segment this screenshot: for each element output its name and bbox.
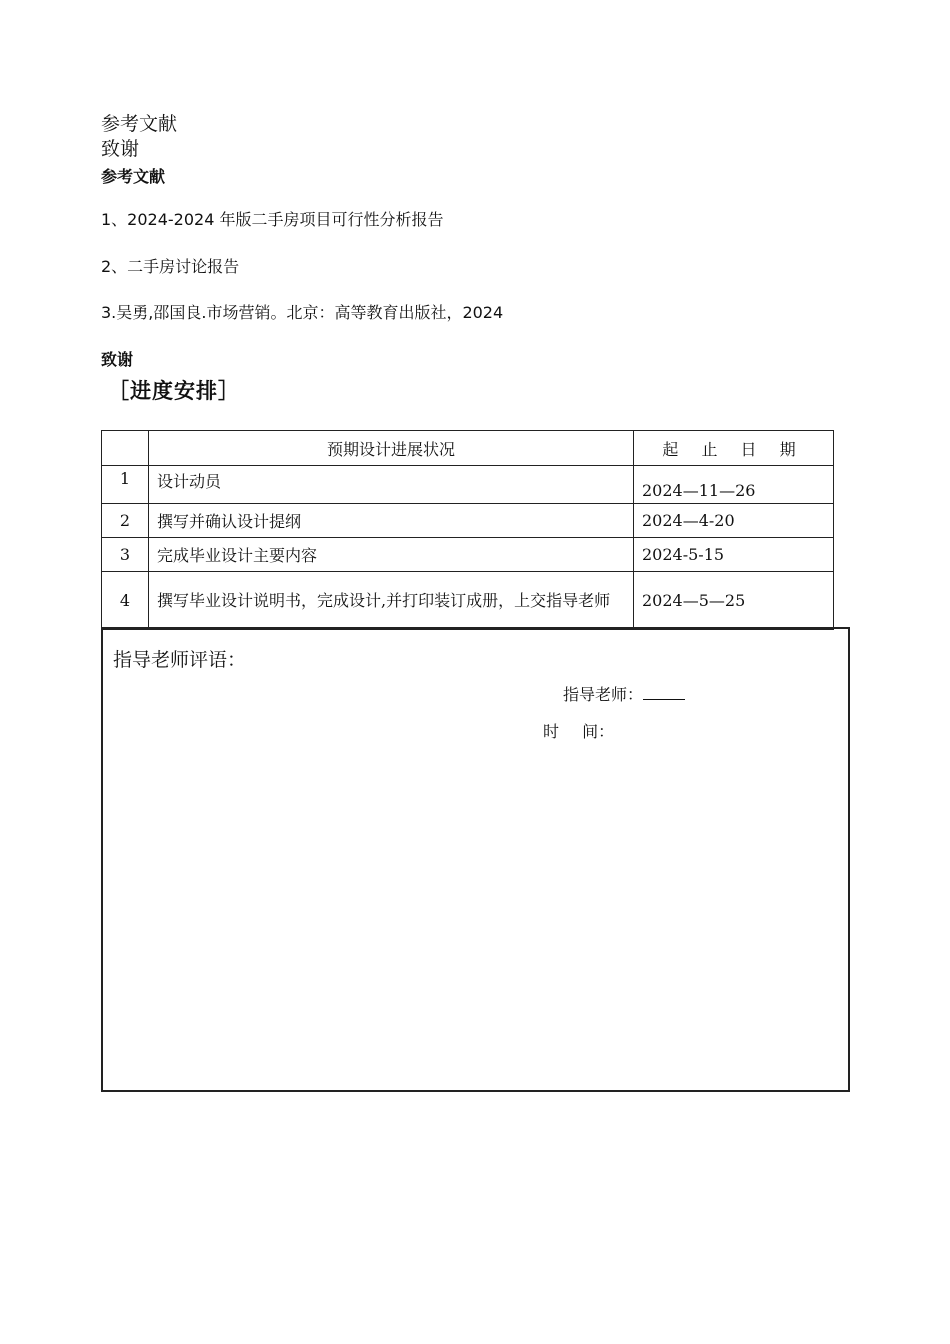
table-header-row [102,431,834,466]
table-of-contents [101,112,177,162]
table-row [102,466,834,504]
reference-item: 1、2024-2024 年版二手房项目可行性分析报告 [101,210,444,229]
header-cell-dates: 起 止 日 期 [634,431,834,466]
advisor-signature-line [563,682,685,705]
reference-item: 3.吴勇,邵国良.市场营销。北京：高等教育出版社，2024 [101,303,504,322]
schedule-table [101,430,834,630]
row-task: 设计动员 [149,466,634,504]
row-task: 撰写并确认设计提纲 [149,504,634,538]
row-task: 撰写毕业设计说明书，完成设计,并打印装订成册，上交指导老师 [149,572,634,630]
acknowledgements-heading: 致谢 [101,350,134,369]
references-heading: 参考文献 [101,167,166,186]
advisor-signature-blank [643,685,685,700]
reference-item: 2、二手房讨论报告 [101,257,240,276]
table-row [102,572,834,630]
row-number: 2 [102,504,149,538]
header-cell-progress: 预期设计进展状况 [149,431,634,466]
row-date: 2024—11—26 [634,466,834,504]
toc-item-references: 参考文献 [101,113,178,135]
row-number: 1 [102,466,149,504]
row-number: 4 [102,572,149,630]
row-date: 2024—4-20 [634,504,834,538]
row-date: 2024—5—25 [634,572,834,630]
advisor-comments-box [101,627,850,1092]
time-label: 时 间： [543,722,615,741]
schedule-heading: ［进度安排］ [108,379,240,403]
advisor-comments-title: 指导老师评语： [113,649,247,671]
toc-item-acknowledgements: 致谢 [101,138,140,160]
time-line [543,719,614,742]
row-date: 2024-5-15 [634,538,834,572]
row-task: 完成毕业设计主要内容 [149,538,634,572]
advisor-label: 指导老师： [563,685,644,704]
table-row [102,538,834,572]
header-cell-number [102,431,149,466]
table-row [102,504,834,538]
row-number: 3 [102,538,149,572]
